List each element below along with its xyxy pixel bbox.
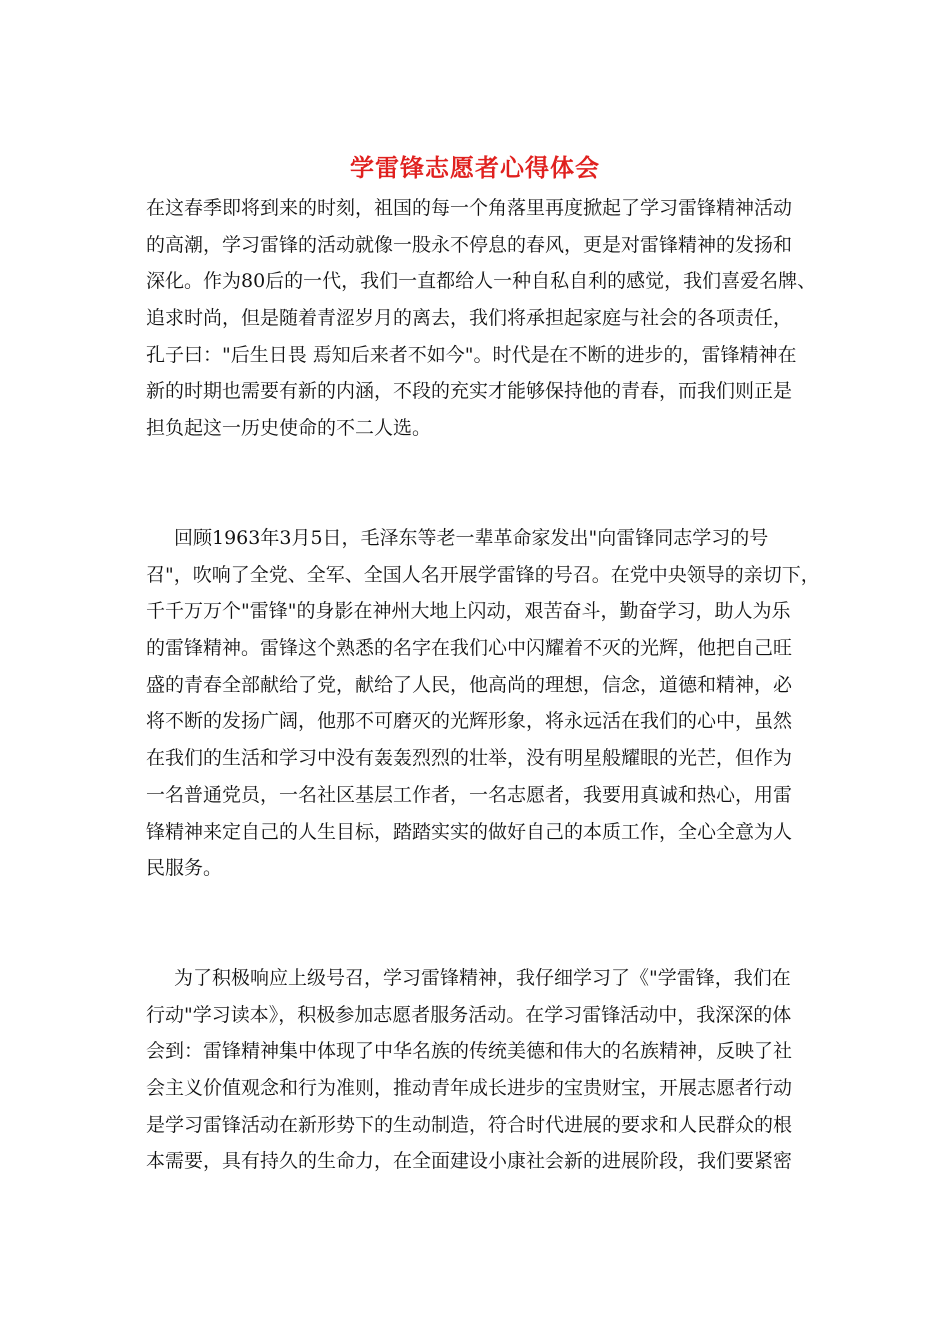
text-line: 本需要，具有持久的生命力，在全面建设小康社会新的进展阶段，我们要紧密	[146, 1150, 793, 1173]
text-line: 在这春季即将到来的时刻，祖国的每一个角落里再度掀起了学习雷锋精神活动	[146, 197, 793, 219]
text-line: 一名普通党员，一名社区基层工作者，一名志愿者，我要用真诚和热心，用雷	[146, 783, 793, 806]
text-line: 盛的青春全部献给了党，献给了人民，他高尚的理想，信念，道德和精神，必	[146, 673, 793, 696]
text-line: 在我们的生活和学习中没有轰轰烈烈的壮举，没有明星般耀眼的光芒，但作为	[146, 747, 793, 770]
text-line: 会主义价值观念和行为准则，推动青年成长进步的宝贵财宝，开展志愿者行动	[146, 1077, 793, 1100]
text-line: 追求时尚，但是随着青涩岁月的离去，我们将承担起家庭与社会的各项责任，	[146, 307, 793, 330]
text-line: 行动"学习读本》，积极参加志愿者服务活动。在学习雷锋活动中，我深深的体	[146, 1003, 792, 1026]
text-line: 将不断的发扬广阔，他那不可磨灭的光辉形象，将永远活在我们的心中，虽然	[146, 710, 793, 733]
text-line: 的雷锋精神。雷锋这个熟悉的名字在我们心中闪耀着不灭的光辉，他把自己旺	[146, 637, 793, 660]
text-line: 锋精神来定自己的人生目标，踏踏实实的做好自己的本质工作，全心全意为人	[146, 820, 793, 843]
text-line: 是学习雷锋活动在新形势下的生动制造，符合时代进展的要求和人民群众的根	[146, 1113, 793, 1136]
text-line: 深化。作为80后的一代，我们一直都给人一种自私自利的感觉，我们喜爱名牌、	[146, 270, 817, 293]
text-line: 的高潮，学习雷锋的活动就像一股永不停息的春风，更是对雷锋精神的发扬和	[146, 233, 793, 256]
paragraph-3	[146, 960, 826, 1180]
paragraph-1	[146, 190, 826, 447]
text-line: 千千万万个"雷锋"的身影在神州大地上闪动，艰苦奋斗，勤奋学习，助人为乐	[146, 600, 791, 623]
text-line: 新的时期也需要有新的内涵，不段的充实才能够保持他的青春，而我们则正是	[146, 380, 793, 403]
text-line: 担负起这一历史使命的不二人选。	[146, 417, 432, 440]
text-line: 召"，吹响了全党、全军、全国人名开展学雷锋的号召。在党中央领导的亲切下，	[146, 563, 820, 586]
text-line: 为了积极响应上级号召，学习雷锋精神，我仔细学习了《"学雷锋，我们在	[174, 967, 791, 989]
text-line: 孔子曰："后生日畏 焉知后来者不如今"。时代是在不断的进步的，雷锋精神在	[146, 343, 797, 366]
text-line: 会到：雷锋精神集中体现了中华名族的传统美德和伟大的名族精神，反映了社	[146, 1040, 793, 1063]
paragraph-2	[146, 520, 826, 887]
text-line: 民服务。	[146, 857, 223, 880]
document-title: 学雷锋志愿者心得体会	[350, 153, 600, 182]
text-line: 回顾1963年3月5日，毛泽东等老一辈革命家发出"向雷锋同志学习的号	[174, 527, 769, 549]
